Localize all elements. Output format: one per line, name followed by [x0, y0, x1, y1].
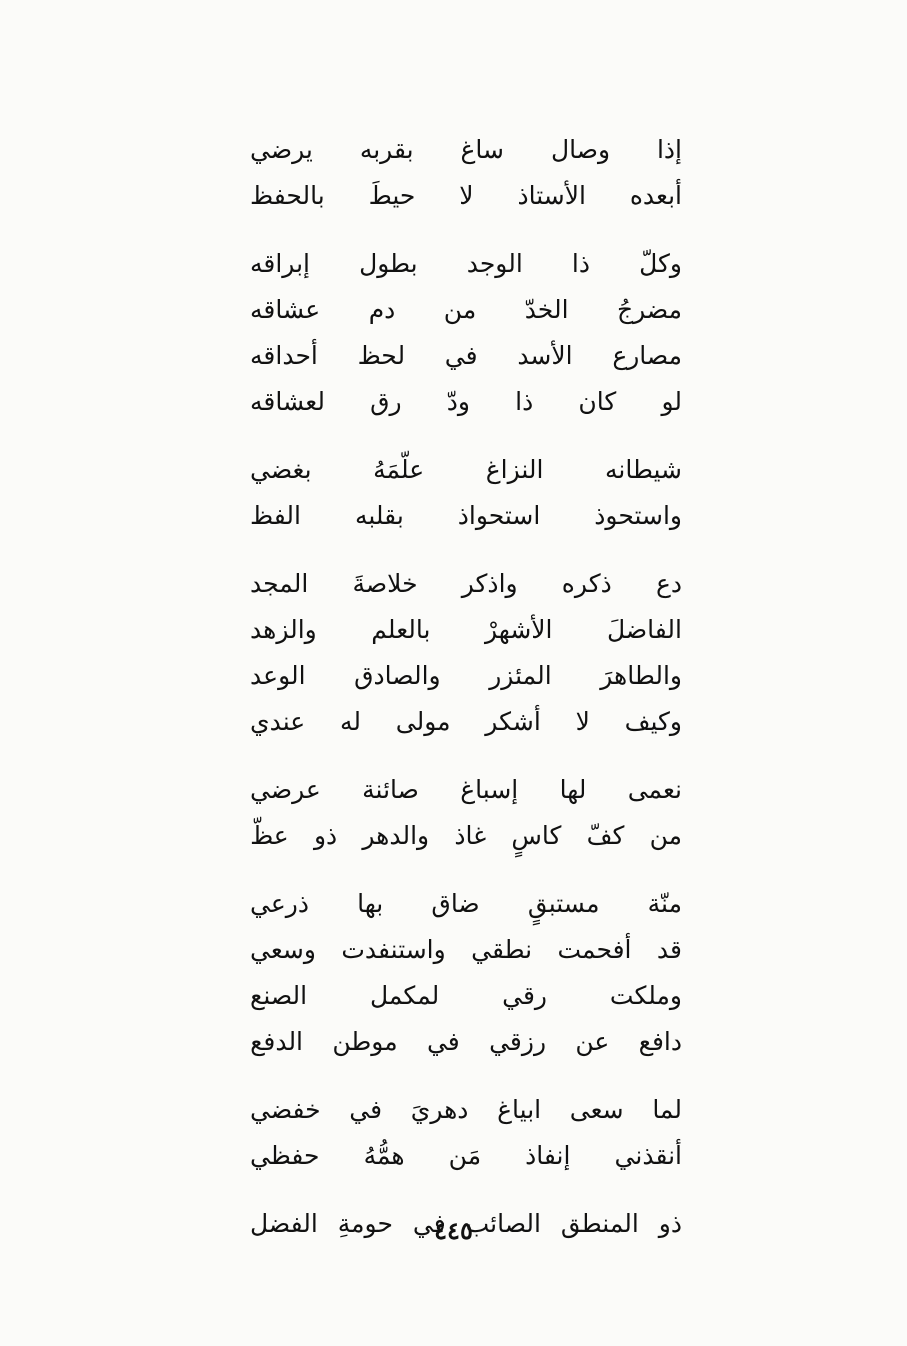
verse-word: الفاضلَ [607, 615, 682, 644]
verse-word: الدفع [250, 1027, 304, 1056]
verse-word: همُّهُ [363, 1141, 405, 1170]
verse-word: مولى [395, 707, 451, 736]
verse-word: عشاقه [250, 295, 321, 324]
verse-line [250, 699, 682, 745]
verse-line [250, 173, 682, 219]
verse-word: ذو [658, 1209, 682, 1238]
verse-word: والزهد [250, 615, 317, 644]
verse-word: الصنع [250, 981, 308, 1010]
verse-word: بالحفظ [250, 181, 325, 210]
verse-line [250, 241, 682, 287]
verse-word: غاذ [454, 821, 487, 850]
verse-line [250, 927, 682, 973]
stanza [250, 241, 682, 425]
verse-line [250, 447, 682, 493]
poem-body [250, 127, 682, 1269]
verse-word: قد [656, 935, 682, 964]
verse-line [250, 287, 682, 333]
verse-word: رزقي [489, 1027, 547, 1056]
verse-word: لا [459, 181, 474, 210]
verse-word: المئزر [489, 661, 552, 690]
verse-word: وكلّ [639, 249, 682, 278]
verse-word: بها [357, 889, 384, 918]
verse-word: أحداقه [250, 341, 318, 370]
verse-word: الأشهرْ [485, 615, 553, 644]
verse-word: وسعي [250, 935, 316, 964]
verse-line [250, 813, 682, 859]
verse-word: الخدّ [524, 295, 569, 324]
verse-word: كاسٍ [511, 821, 562, 850]
verse-word: إذا [656, 135, 682, 164]
verse-word: له [339, 707, 361, 736]
verse-line [250, 127, 682, 173]
verse-word: أفحمت [557, 935, 632, 964]
verse-word: دهريَ [410, 1095, 469, 1124]
verse-word: من [649, 821, 682, 850]
verse-word: رقي [502, 981, 548, 1010]
verse-word: منّة [647, 889, 682, 918]
verse-word: والصادق [354, 661, 441, 690]
stanza [250, 881, 682, 1065]
verse-word: وملكت [609, 981, 682, 1010]
verse-word: بطول [359, 249, 418, 278]
verse-word: بغضي [250, 455, 312, 484]
verse-word: دافع [638, 1027, 682, 1056]
verse-line [250, 1133, 682, 1179]
verse-line [250, 607, 682, 653]
verse-word: بقلبه [354, 501, 404, 530]
verse-word: إنفاذ [525, 1141, 571, 1170]
verse-word: علّمَهُ [373, 455, 425, 484]
verse-word: عرضي [250, 775, 321, 804]
verse-word: أبعده [629, 181, 682, 210]
verse-word: عظّ [250, 821, 289, 850]
verse-word: ابياغ [497, 1095, 542, 1124]
verse-word: المجد [250, 569, 309, 598]
verse-word: ساغ [460, 135, 504, 164]
verse-word: وكيف [624, 707, 682, 736]
verse-line [250, 653, 682, 699]
verse-word: الفضل [250, 1209, 318, 1238]
verse-word: إسباغ [460, 775, 519, 804]
verse-word: واذكر [461, 569, 518, 598]
verse-word: بقربه [359, 135, 414, 164]
verse-word: ذكره [561, 569, 612, 598]
verse-word: مضرجُ [616, 295, 682, 324]
verse-word: والطاهرَ [600, 661, 682, 690]
verse-word: صائنة [362, 775, 419, 804]
verse-word: الوعد [250, 661, 306, 690]
verse-word: شيطانه [605, 455, 682, 484]
verse-word: لحظ [357, 341, 406, 370]
verse-word: لمكمل [370, 981, 440, 1010]
verse-line [250, 561, 682, 607]
verse-word: في [412, 1209, 446, 1238]
verse-word: الأستاذ [517, 181, 586, 210]
verse-word: خفضي [250, 1095, 321, 1124]
verse-word: واستنفدت [341, 935, 446, 964]
verse-word: ذا [515, 387, 534, 416]
verse-word: مَن [448, 1141, 482, 1170]
verse-word: سعى [569, 1095, 624, 1124]
verse-line [250, 1087, 682, 1133]
verse-line [250, 493, 682, 539]
stanza [250, 127, 682, 219]
verse-word: لا [575, 707, 590, 736]
verse-word: عن [575, 1027, 610, 1056]
verse-word: بالعلم [371, 615, 431, 644]
verse-word: حيطَ [368, 181, 416, 210]
verse-word: خلاصةَ [352, 569, 418, 598]
verse-word: موطن [332, 1027, 398, 1056]
verse-line [250, 379, 682, 425]
verse-word: من [443, 295, 477, 324]
stanza [250, 447, 682, 539]
verse-word: نطقي [471, 935, 533, 964]
verse-word: حومةِ [337, 1209, 393, 1238]
stanza [250, 1087, 682, 1179]
verse-word: يرضي [250, 135, 313, 164]
verse-line [250, 1019, 682, 1065]
verse-word: عندي [250, 707, 306, 736]
verse-word: الوجد [466, 249, 523, 278]
stanza [250, 767, 682, 859]
verse-word: في [426, 1027, 460, 1056]
verse-word: لها [559, 775, 587, 804]
stanza [250, 561, 682, 745]
verse-word: دم [368, 295, 396, 324]
verse-word: مصارع [612, 341, 682, 370]
verse-word: أنقذني [614, 1141, 682, 1170]
verse-word: رق [370, 387, 402, 416]
verse-word: الصائب [465, 1209, 541, 1238]
verse-word: استحواذ [457, 501, 541, 530]
verse-line [250, 973, 682, 1019]
verse-line [250, 767, 682, 813]
verse-word: واستحوذ [594, 501, 682, 530]
verse-word: كان [578, 387, 617, 416]
page-number: ٤٤٥ [434, 1216, 473, 1245]
verse-word: لما [652, 1095, 682, 1124]
verse-word: الفظ [250, 501, 301, 530]
verse-word: ذو [313, 821, 338, 850]
verse-word: ضاق [431, 889, 480, 918]
verse-word: أشكر [485, 707, 541, 736]
verse-word: ذرعي [250, 889, 309, 918]
verse-word: الأسد [517, 341, 573, 370]
verse-word: لعشاقه [250, 387, 325, 416]
verse-word: والدهر [362, 821, 430, 850]
verse-word: نعمى [627, 775, 682, 804]
verse-word: وصال [550, 135, 611, 164]
verse-word: المنطق [560, 1209, 639, 1238]
verse-word: كفّ [586, 821, 625, 850]
verse-word: ودّ [446, 387, 470, 416]
verse-word: دع [655, 569, 682, 598]
verse-line [250, 333, 682, 379]
verse-word: ذا [571, 249, 590, 278]
verse-word: حفظي [250, 1141, 320, 1170]
verse-line [250, 881, 682, 927]
verse-word: مستبقٍ [527, 889, 600, 918]
verse-word: النزاغ [485, 455, 544, 484]
verse-word: في [349, 1095, 383, 1124]
verse-word: لو [661, 387, 682, 416]
verse-word: في [444, 341, 478, 370]
verse-word: إبراقه [250, 249, 310, 278]
